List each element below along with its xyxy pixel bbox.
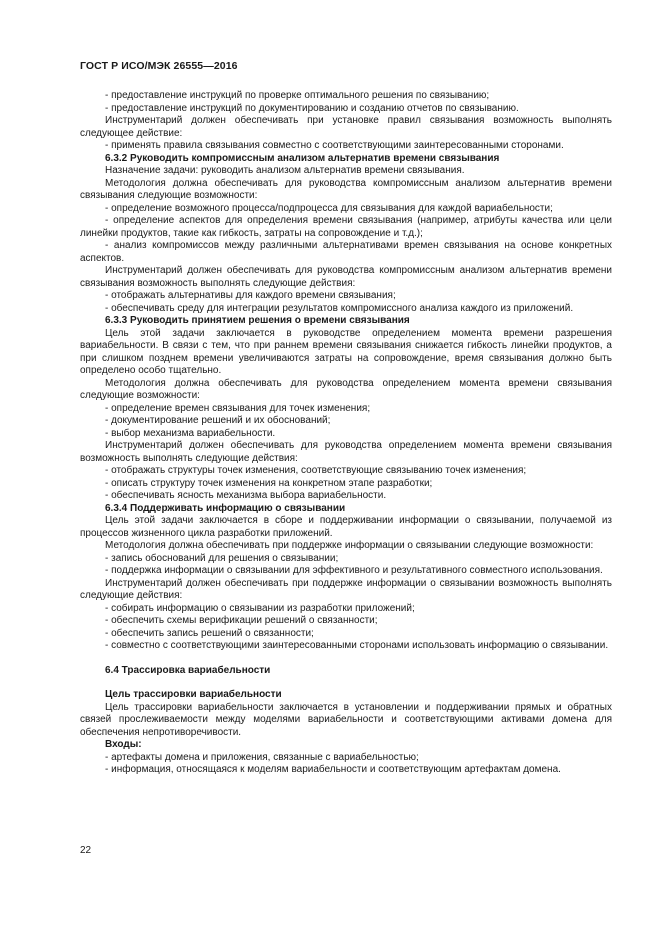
list-item: - определение аспектов для определения времени связывания (например, атрибуты качества или цели линейки продуктов, такие как гибкость, затраты на сопровождение и т.д.);: [80, 215, 612, 239]
document-header: ГОСТ Р ИСО/МЭК 26555—2016: [80, 60, 238, 72]
subsection-heading: Цель трассировки вариабельности: [105, 689, 282, 700]
paragraph: Методология должна обеспечивать для руководства компромиссным анализом альтернатив времени связывания следующие возможности:: [80, 177, 612, 201]
list-item: - обеспечивать среду для интеграции результатов компромиссного анализа каждого из приложений.: [105, 302, 574, 314]
list-item: - анализ компромиссов между различными альтернативами времен связывания на основе конкретных аспектов.: [80, 240, 612, 264]
paragraph: Назначение задачи: руководить анализом альтернатив времени связывания.: [105, 165, 465, 176]
list-item: - обеспечить схемы верификации решений о связанности;: [105, 615, 378, 626]
paragraph: Цель этой задачи заключается в сборе и поддерживании информации о связывании, получаемой из процессов жизненного цикла разработки приложений.: [80, 515, 612, 539]
subsection-heading: Входы:: [105, 739, 142, 750]
list-item: - обеспечивать ясность механизма выбора вариабельности.: [105, 490, 387, 501]
list-item: - собирать информацию о связывании из разработки приложений;: [105, 602, 415, 614]
list-item: - отображать структуры точек изменения, соответствующие связыванию точек изменения;: [105, 465, 527, 476]
list-item: - запись обоснований для решения о связывании;: [105, 552, 339, 564]
section-heading: 6.4 Трассировка вариабельности: [105, 664, 271, 676]
list-item: - поддержка информации о связывании для эффективного и результативного совместного использования.: [105, 565, 603, 576]
list-item: - артефакты домена и приложения, связанные с вариабельностью;: [105, 751, 419, 763]
list-item: - выбор механизма вариабельности.: [105, 427, 276, 439]
paragraph: Инструментарий должен обеспечивать для руководства определением момента времени связывания возможность выполнять следующие действия:: [80, 440, 612, 464]
page-number: 22: [80, 845, 92, 856]
paragraph: Инструментарий должен обеспечивать при поддержке информации о связывании возможность выполнять следующие действия:: [80, 577, 612, 601]
paragraph: Методология должна обеспечивать при поддержке информации о связывании следующие возможности:: [105, 540, 594, 551]
paragraph: Методология должна обеспечивать для руководства определением момента времени связывания следующие возможности:: [80, 377, 612, 401]
paragraph: Инструментарий должен обеспечивать при установке правил связывания возможность выполнять следующее действие:: [80, 115, 612, 139]
list-item: - применять правила связывания совместно с соответствующими заинтересованными сторонами.: [105, 140, 564, 151]
list-item: - описать структуру точек изменения на конкретном этапе разработки;: [105, 477, 433, 489]
paragraph: Инструментарий должен обеспечивать для руководства компромиссным анализом альтернатив времени связывания возможность выполнять следующие действия:: [80, 265, 612, 289]
document-body: [80, 90, 612, 777]
list-item: - определение времен связывания для точек изменения;: [105, 402, 371, 414]
list-item: - обеспечить запись решений о связанности;: [105, 627, 314, 639]
list-item: - предоставление инструкций по документированию и созданию отчетов по связыванию.: [105, 102, 519, 114]
list-item: - отображать альтернативы для каждого времени связывания;: [105, 290, 396, 301]
list-item: - документирование решений и их обоснований;: [105, 415, 331, 426]
subsection-heading: 6.3.3 Руководить принятием решения о времени связывания: [105, 315, 410, 326]
list-item: - определение возможного процесса/подпроцесса для связывания для каждой вариабельности;: [105, 202, 553, 214]
subsection-heading: 6.3.4 Поддерживать информацию о связывании: [105, 502, 346, 514]
list-item: - информация, относящаяся к моделям вариабельности и соответствующим артефактам домена.: [105, 764, 561, 775]
list-item: - совместно с соответствующими заинтересованными сторонами использовать информацию о связывании.: [105, 640, 609, 651]
list-item: - предоставление инструкций по проверке оптимального решения по связыванию;: [105, 90, 490, 101]
paragraph: Цель трассировки вариабельности заключается в установлении и поддерживании прямых и обратных связей прослеживаемости между моделями вариабельности и соответствующими активами домена для обеспечения непротиворечивости.: [80, 701, 612, 738]
paragraph: Цель этой задачи заключается в руководстве определением момента времени разрешения вариабельности. В связи с тем, что при раннем времени связывания снижается гибкость линейки продуктов, а при слишком позднем времени увеличиваются затраты на сопровождение, время связывания должно быть определено особо тщательно.: [80, 327, 612, 376]
subsection-heading: 6.3.2 Руководить компромиссным анализом альтернатив времени связывания: [105, 152, 500, 164]
